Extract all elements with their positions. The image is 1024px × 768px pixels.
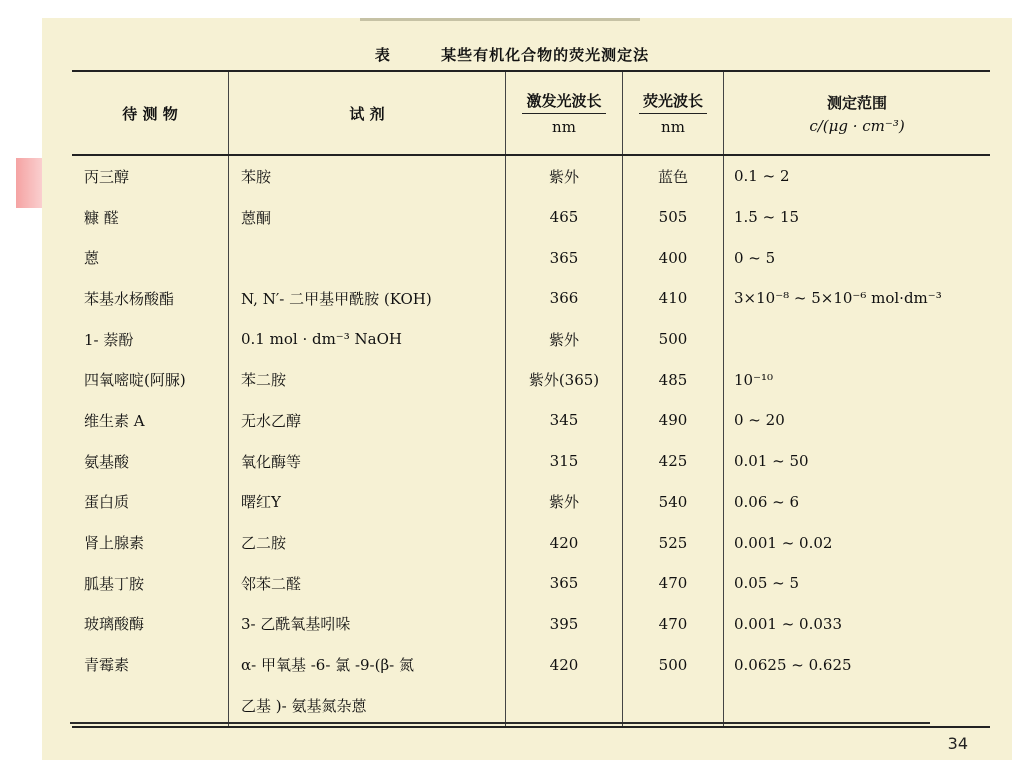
- cell-reagent: 苯二胺: [229, 359, 506, 400]
- cell-analyte: 丙三醇: [72, 155, 229, 197]
- table-row: [72, 400, 990, 441]
- cell-reagent: [229, 237, 506, 278]
- table-row: [72, 319, 990, 360]
- cell-emission: 425: [623, 441, 724, 482]
- fluorescence-table: [72, 70, 990, 728]
- cell-emission: 500: [623, 319, 724, 360]
- cell-reagent: 无水乙醇: [229, 400, 506, 441]
- cell-emission: 470: [623, 604, 724, 645]
- table-row: [72, 685, 990, 727]
- cell-analyte: 维生素 A: [72, 400, 229, 441]
- table-title: [0, 44, 1024, 65]
- cell-analyte: 四氧嘧啶(阿脲): [72, 359, 229, 400]
- header-range-unit: c/(μg · cm⁻³): [809, 116, 905, 135]
- cell-emission: 400: [623, 237, 724, 278]
- cell-excitation: 420: [506, 522, 623, 563]
- header-reagent: 试 剂: [229, 71, 506, 155]
- cell-reagent: 氧化酶等: [229, 441, 506, 482]
- cell-range: 3×10⁻⁸ ~ 5×10⁻⁶ mol·dm⁻³: [734, 289, 942, 308]
- header-emission-unit: nm: [661, 118, 685, 136]
- table-row: [72, 359, 990, 400]
- cell-reagent: 苯胺: [229, 155, 506, 197]
- table-row: [72, 197, 990, 238]
- cropped-next-row: [70, 722, 930, 752]
- cell-emission: 540: [623, 482, 724, 523]
- cell-excitation: 紫外(365): [506, 359, 623, 400]
- cell-reagent: N, N′- 二甲基甲酰胺 (KOH): [229, 278, 506, 319]
- header-row: [72, 71, 990, 155]
- cell-reagent: α- 甲氧基 -6- 氯 -9-(β- 氮: [229, 644, 506, 685]
- cell-emission: 505: [623, 197, 724, 238]
- cell-reagent: 蒽酮: [229, 197, 506, 238]
- cell-analyte: 肾上腺素: [72, 522, 229, 563]
- cell-emission: 490: [623, 400, 724, 441]
- cell-excitation: 紫外: [506, 319, 623, 360]
- page-number: 34: [947, 734, 968, 753]
- cell-range: 0.1 ~ 2: [734, 167, 790, 186]
- cell-range: 0 ~ 20: [734, 411, 785, 430]
- cell-emission: 485: [623, 359, 724, 400]
- table-row: [72, 237, 990, 278]
- cell-reagent: 0.1 mol · dm⁻³ NaOH: [229, 319, 506, 360]
- table-row: [72, 441, 990, 482]
- table-caption: 某些有机化合物的荧光测定法: [441, 46, 650, 64]
- header-analyte: 待 测 物: [72, 71, 229, 155]
- cell-range: 0 ~ 5: [734, 248, 776, 267]
- cell-reagent: 曙红Y: [229, 482, 506, 523]
- header-emission: [623, 71, 724, 155]
- header-range-label: 测定范围: [826, 93, 887, 112]
- cell-range: [724, 685, 991, 727]
- cell-emission: 500: [623, 644, 724, 685]
- cell-range: 0.01 ~ 50: [734, 452, 809, 471]
- cell-range: 0.05 ~ 5: [734, 574, 800, 593]
- table-row: [72, 563, 990, 604]
- cell-excitation: 315: [506, 441, 623, 482]
- cell-range: [724, 319, 991, 360]
- cell-range: 0.001 ~ 0.02: [734, 533, 833, 552]
- cell-reagent: 乙基 )- 氨基氮杂蒽: [229, 685, 506, 727]
- header-excitation-unit: nm: [552, 118, 576, 136]
- cell-analyte: 玻璃酸酶: [72, 604, 229, 645]
- header-excitation-label: 激发光波长: [522, 90, 605, 114]
- cell-analyte: 蒽: [72, 237, 229, 278]
- cell-emission: [623, 685, 724, 727]
- header-range: [724, 71, 991, 155]
- table-row: [72, 155, 990, 197]
- table-body: [72, 155, 990, 727]
- cell-excitation: 365: [506, 563, 623, 604]
- header-emission-label: 荧光波长: [639, 90, 707, 114]
- table-row: [72, 522, 990, 563]
- cell-range: 0.0625 ~ 0.625: [734, 655, 852, 674]
- cell-reagent: 3- 乙酰氧基吲哚: [229, 604, 506, 645]
- cell-reagent: 乙二胺: [229, 522, 506, 563]
- cell-excitation: [506, 685, 623, 727]
- cell-range: 0.001 ~ 0.033: [734, 614, 842, 633]
- cell-analyte: 青霉素: [72, 644, 229, 685]
- table-label: 表: [374, 46, 391, 64]
- cell-range: 10⁻¹⁰: [734, 370, 774, 389]
- cell-excitation: 465: [506, 197, 623, 238]
- cell-emission: 蓝色: [623, 155, 724, 197]
- cell-reagent: 邻苯二醛: [229, 563, 506, 604]
- table-row: [72, 604, 990, 645]
- cell-emission: 470: [623, 563, 724, 604]
- table-row: [72, 278, 990, 319]
- bleed-through-line: [360, 18, 640, 31]
- cell-analyte: 氨基酸: [72, 441, 229, 482]
- cell-analyte: 蛋白质: [72, 482, 229, 523]
- cell-analyte: 苯基水杨酸酯: [72, 278, 229, 319]
- cell-excitation: 366: [506, 278, 623, 319]
- header-excitation: [506, 71, 623, 155]
- cell-analyte: [72, 685, 229, 727]
- table-row: [72, 482, 990, 523]
- table-row: [72, 644, 990, 685]
- cell-analyte: 1- 萘酚: [72, 319, 229, 360]
- cell-analyte: 糠 醛: [72, 197, 229, 238]
- cell-range: 0.06 ~ 6: [734, 492, 800, 511]
- cell-range: 1.5 ~ 15: [734, 208, 800, 227]
- cell-emission: 410: [623, 278, 724, 319]
- cell-excitation: 345: [506, 400, 623, 441]
- cell-excitation: 365: [506, 237, 623, 278]
- cell-analyte: 胍基丁胺: [72, 563, 229, 604]
- cell-excitation: 紫外: [506, 482, 623, 523]
- cell-excitation: 420: [506, 644, 623, 685]
- cell-emission: 525: [623, 522, 724, 563]
- cell-excitation: 395: [506, 604, 623, 645]
- cell-excitation: 紫外: [506, 155, 623, 197]
